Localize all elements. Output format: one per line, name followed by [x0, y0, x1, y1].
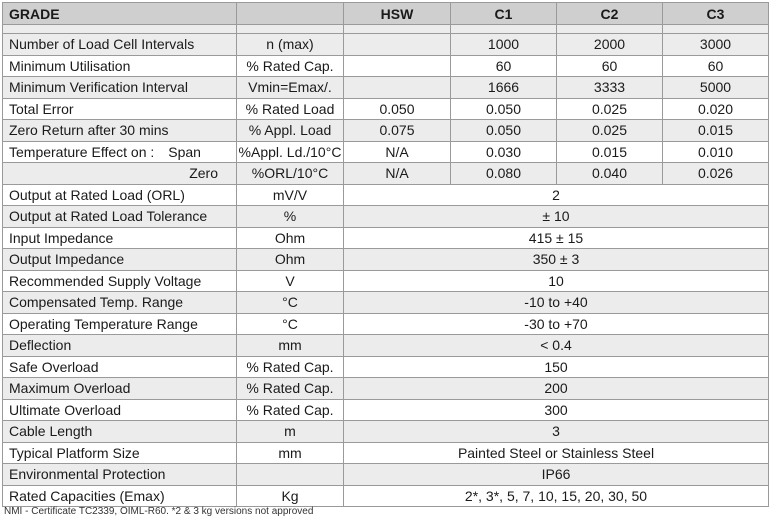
table-row: [3, 55, 769, 77]
row-unit: Ohm: [237, 227, 344, 249]
row-label: Operating Temperature Range: [3, 313, 237, 335]
row-c3: 5000: [663, 77, 769, 99]
row-c2: 2000: [557, 34, 663, 56]
row-hsw: N/A: [344, 141, 451, 163]
spacer-row: [3, 25, 769, 34]
row-unit: [237, 464, 344, 486]
row-label: Maximum Overload: [3, 378, 237, 400]
table-row: [3, 98, 769, 120]
row-c3: 60: [663, 55, 769, 77]
row-label: Safe Overload: [3, 356, 237, 378]
table-row: [3, 163, 769, 185]
header-c3: C3: [663, 3, 769, 25]
table-row: [3, 421, 769, 443]
row-label: Environmental Protection: [3, 464, 237, 486]
row-c2: 0.040: [557, 163, 663, 185]
row-c3: 3000: [663, 34, 769, 56]
row-unit: %Appl. Ld./10°C: [237, 141, 344, 163]
row-hsw: N/A: [344, 163, 451, 185]
row-value: ± 10: [344, 206, 769, 228]
row-unit: Kg: [237, 485, 344, 507]
row-value: 350 ± 3: [344, 249, 769, 271]
row-unit: %ORL/10°C: [237, 163, 344, 185]
header-unit: [237, 3, 344, 25]
row-value: 3: [344, 421, 769, 443]
row-unit: °C: [237, 292, 344, 314]
row-unit: mV/V: [237, 184, 344, 206]
row-label: Recommended Supply Voltage: [3, 270, 237, 292]
table-row: [3, 34, 769, 56]
temp-effect-label: Temperature Effect on :: [9, 143, 155, 160]
table-row: [3, 464, 769, 486]
table-row: [3, 270, 769, 292]
row-label: Output Impedance: [3, 249, 237, 271]
span-label: Span: [168, 143, 201, 160]
row-c1: 1000: [451, 34, 557, 56]
row-unit: % Rated Load: [237, 98, 344, 120]
row-label: Total Error: [3, 98, 237, 120]
row-hsw: [344, 34, 451, 56]
row-c1: 0.080: [451, 163, 557, 185]
row-unit: mm: [237, 442, 344, 464]
row-label: [3, 141, 237, 163]
row-c2: 0.025: [557, 98, 663, 120]
row-unit: %: [237, 206, 344, 228]
row-value: -10 to +40: [344, 292, 769, 314]
row-c3: 0.010: [663, 141, 769, 163]
row-unit: % Rated Cap.: [237, 356, 344, 378]
table-row: [3, 227, 769, 249]
row-value: 10: [344, 270, 769, 292]
row-unit: °C: [237, 313, 344, 335]
table-row: [3, 249, 769, 271]
row-unit: % Rated Cap.: [237, 55, 344, 77]
row-label: Compensated Temp. Range: [3, 292, 237, 314]
table-row: [3, 485, 769, 507]
row-value: Painted Steel or Stainless Steel: [344, 442, 769, 464]
row-c2: 0.025: [557, 120, 663, 142]
row-label: Zero: [3, 163, 237, 185]
header-grade: GRADE: [3, 3, 237, 25]
header-c2: C2: [557, 3, 663, 25]
row-c3: 0.015: [663, 120, 769, 142]
row-unit: % Rated Cap.: [237, 399, 344, 421]
footnote: NMI - Certificate TC2339, OIML-R60. *2 & 3 kg versions not approved: [4, 506, 314, 517]
header-row: [3, 3, 769, 25]
row-unit: Ohm: [237, 249, 344, 271]
row-c3: 0.026: [663, 163, 769, 185]
row-value: -30 to +70: [344, 313, 769, 335]
row-c2: 0.015: [557, 141, 663, 163]
table-row: [3, 356, 769, 378]
table-row: [3, 77, 769, 99]
row-c1: 1666: [451, 77, 557, 99]
row-c1: 0.050: [451, 120, 557, 142]
row-unit: mm: [237, 335, 344, 357]
row-value: < 0.4: [344, 335, 769, 357]
row-label: Zero Return after 30 mins: [3, 120, 237, 142]
row-unit: % Appl. Load: [237, 120, 344, 142]
row-value: 200: [344, 378, 769, 400]
row-label: Minimum Verification Interval: [3, 77, 237, 99]
table-row: [3, 141, 769, 163]
table-row: [3, 292, 769, 314]
row-c1: 60: [451, 55, 557, 77]
row-c1: 0.050: [451, 98, 557, 120]
table-row: [3, 206, 769, 228]
table-row: [3, 313, 769, 335]
row-label: Number of Load Cell Intervals: [3, 34, 237, 56]
row-c3: 0.020: [663, 98, 769, 120]
row-c2: 60: [557, 55, 663, 77]
row-c2: 3333: [557, 77, 663, 99]
row-label: Output at Rated Load Tolerance: [3, 206, 237, 228]
row-label: Input Impedance: [3, 227, 237, 249]
table-row: [3, 335, 769, 357]
table-row: [3, 184, 769, 206]
row-label: Output at Rated Load (ORL): [3, 184, 237, 206]
row-value: 415 ± 15: [344, 227, 769, 249]
row-c1: 0.030: [451, 141, 557, 163]
row-hsw: 0.075: [344, 120, 451, 142]
row-value: 2: [344, 184, 769, 206]
row-hsw: [344, 55, 451, 77]
table-row: [3, 120, 769, 142]
row-value: 2*, 3*, 5, 7, 10, 15, 20, 30, 50: [344, 485, 769, 507]
row-label: Ultimate Overload: [3, 399, 237, 421]
row-unit: n (max): [237, 34, 344, 56]
table-row: [3, 378, 769, 400]
header-hsw: HSW: [344, 3, 451, 25]
row-label: Deflection: [3, 335, 237, 357]
row-label: Rated Capacities (Emax): [3, 485, 237, 507]
row-value: IP66: [344, 464, 769, 486]
row-unit: Vmin=Emax/.: [237, 77, 344, 99]
row-hsw: [344, 77, 451, 99]
row-label: Cable Length: [3, 421, 237, 443]
row-unit: m: [237, 421, 344, 443]
spec-table: [2, 2, 769, 507]
row-unit: % Rated Cap.: [237, 378, 344, 400]
row-hsw: 0.050: [344, 98, 451, 120]
table-row: [3, 442, 769, 464]
row-unit: V: [237, 270, 344, 292]
table-row: [3, 399, 769, 421]
row-label: Minimum Utilisation: [3, 55, 237, 77]
row-value: 150: [344, 356, 769, 378]
header-c1: C1: [451, 3, 557, 25]
row-value: 300: [344, 399, 769, 421]
row-label: Typical Platform Size: [3, 442, 237, 464]
